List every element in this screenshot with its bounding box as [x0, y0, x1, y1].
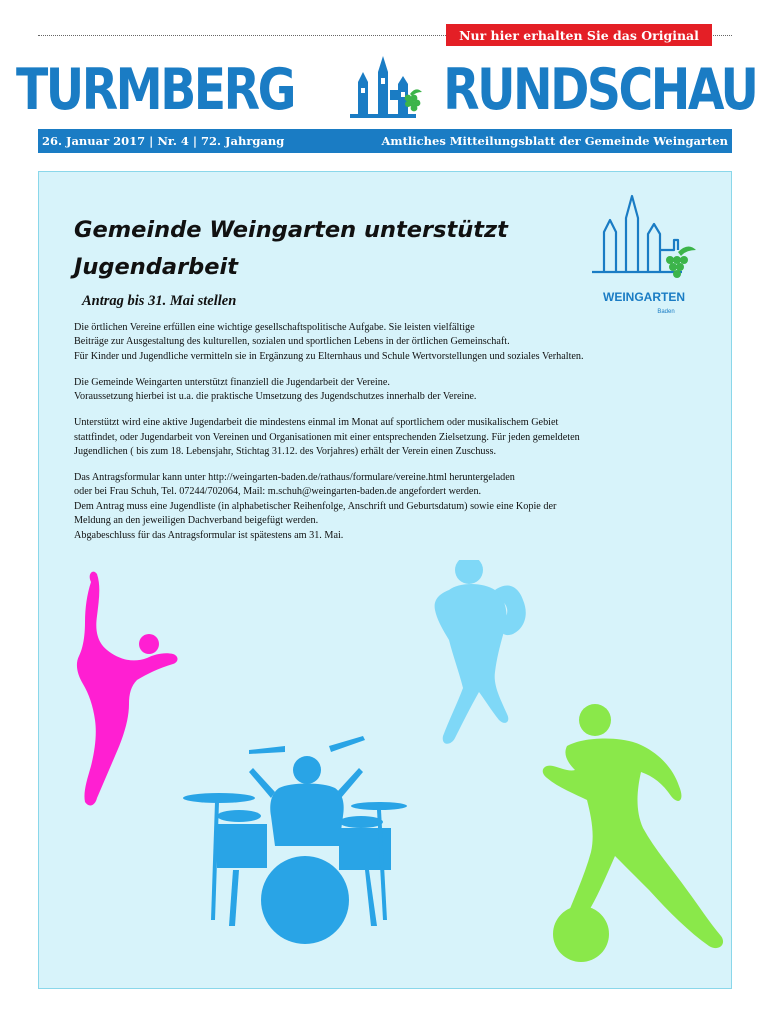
article-body — [74, 321, 714, 555]
weingarten-crest-icon — [586, 190, 706, 320]
masthead-title-left: TURMBERG — [16, 57, 294, 123]
paragraph-application: Das Antragsformular kann unter http://weingarten-baden.de/rathaus/formulare/vereine.html heruntergeladen oder bei Frau Schuh, Tel. 07244/702064, Mail: m.schuh@weingarten-baden.de angefordert werden. Dem Antrag muss eine Jugendliste (in alphabetischer Reihenfolge, Anschrift und Geburtsdatum) sowie eine Kopie der Meldung an den jeweiligen Dachverband beigefügt werden. Abgabeschluss für das Antragsformular ist spätestens am 31. Mai. — [74, 472, 557, 541]
saxophonist-silhouette-icon — [435, 560, 526, 744]
article-headline: Gemeinde Weingarten unterstützt Jugendarbeit — [74, 217, 508, 280]
masthead-title-right: RUNDSCHAU — [442, 57, 756, 123]
masthead-towers-icon — [342, 54, 424, 120]
dancer-silhouette-icon — [77, 572, 178, 806]
meta-bar — [38, 129, 732, 153]
soccer-player-silhouette-icon — [543, 704, 723, 962]
paragraph-intro: Die örtlichen Vereine erfüllen eine wichtige gesellschaftspolitische Aufgabe. Sie leisten vielfältige Beiträge zur Ausgestaltung des kulturellen, sozialen und sportlichen Lebens in der örtlichen Gemeinschaft. Für Kinder und Jugendliche vermitteln sie in Ergänzung zu Elternhaus und Schule Wertvorstellungen und soziales Verhalten. — [74, 322, 584, 362]
drummer-silhouette-icon — [183, 736, 407, 944]
youth-activities-illustration — [39, 560, 731, 988]
original-badge: Nur hier erhalten Sie das Original — [446, 24, 712, 46]
article-subhead: Antrag bis 31. Mai stellen — [82, 293, 237, 309]
issue-info: 26. Januar 2017 | Nr. 4 | 72. Jahrgang — [42, 134, 285, 148]
crest-name: WEINGARTEN — [603, 290, 685, 304]
masthead — [16, 54, 756, 123]
paragraph-eligibility: Unterstützt wird eine aktive Jugendarbeit die mindestens einmal im Monat auf sportlichem oder musikalischem Gebiet stattfindet, oder Jugendarbeit von Vereinen und Organisationen mit einer entsprechenden Zielsetzung. Für jeden gemeldeten Jugendlichen ( bis zum 18. Lebensjahr, Stichtag 31.12. des Vorjahres) erhält der Verein einen Zuschuss. — [74, 417, 580, 458]
paragraph-funding: Die Gemeinde Weingarten unterstützt finanziell die Jugendarbeit der Vereine. Voraussetzung hierbei ist u.a. die praktische Umsetzung des Jugendschutzes innerhalb der Vereine. — [74, 376, 477, 403]
gazette-subtitle: Amtliches Mitteilungsblatt der Gemeinde Weingarten — [381, 134, 728, 148]
crest-sub: Baden — [657, 309, 675, 315]
